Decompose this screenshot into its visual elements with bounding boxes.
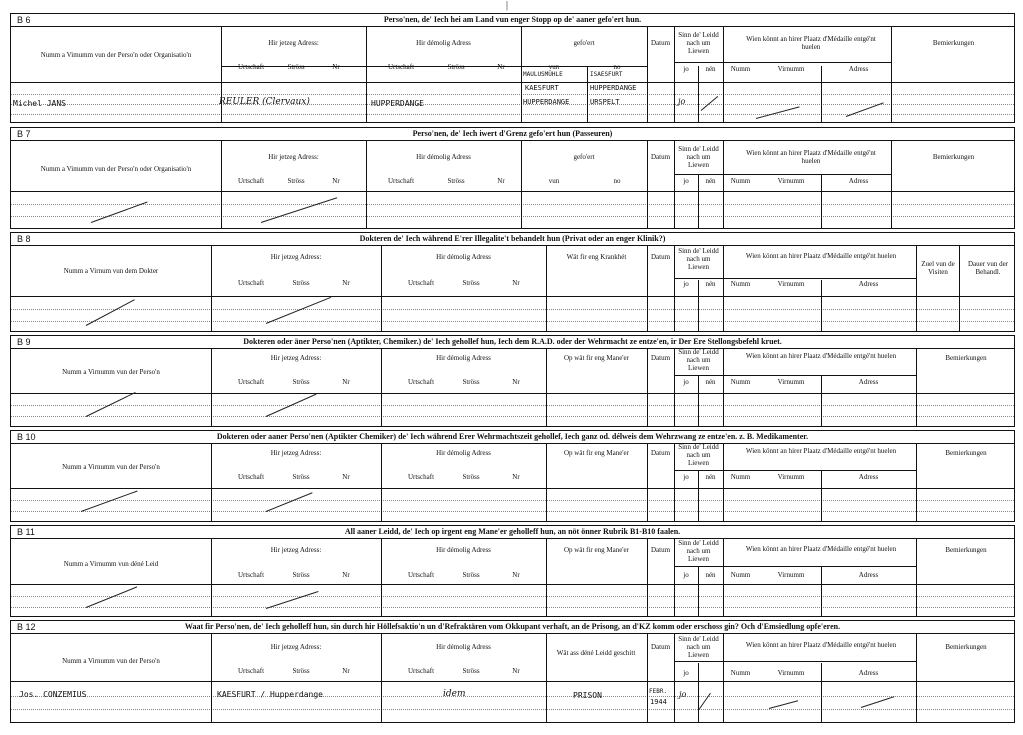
nen-header: nén [705, 177, 716, 185]
wien-header: Wien könnt an hirer Plaatz d'Médaille entgé'nt huelen [745, 352, 897, 360]
nr-header: Nr [342, 571, 350, 579]
jo-header: jo [683, 378, 689, 386]
adress-header: Adress [848, 177, 869, 185]
section-b9 [10, 335, 1015, 427]
jo-header: jo [683, 669, 689, 677]
numm-header: Numm [730, 378, 751, 386]
nen-header: nén [705, 280, 716, 288]
gefoert-no-value: ISAESFURT [590, 71, 623, 78]
section-code: B 10 [17, 432, 36, 442]
stross-header: Ströss [462, 279, 480, 287]
nr-header: Nr [342, 473, 350, 481]
b12-datum-1: FEBR. [649, 688, 668, 695]
urtschaft-header: Urtschaft [407, 378, 435, 386]
stross-header: Ströss [462, 473, 480, 481]
stross-header: Ströss [292, 571, 310, 579]
hir-jetzeg-header: Hir jetzeg Adress: [270, 354, 322, 362]
nr-header: Nr [512, 473, 520, 481]
urtschaft-header: Urtschaft [407, 279, 435, 287]
wien-header: Wien könnt an hirer Plaatz d'Médaille entgé'nt huelen [745, 252, 897, 260]
datum-header: Datum [650, 153, 671, 161]
section-code: B 6 [17, 15, 31, 25]
jo-header: jo [683, 65, 689, 73]
section-code: B 9 [17, 337, 31, 347]
maneer-header: Op wät fir eng Mane'er [563, 354, 629, 362]
name-header: Numm a Virnumm vun der Perso'n [62, 368, 160, 376]
nr-header: Nr [512, 378, 520, 386]
section-b11 [10, 525, 1015, 617]
sinn-header: Sinn de' Leidd nach um Liewen [678, 443, 719, 467]
name-header: Numm a Vimumm vun der Perso'n oder Organisatio'n [40, 51, 192, 59]
krankheet-header: Wät fir eng Krankhét [566, 253, 627, 261]
nr-header: Nr [342, 378, 350, 386]
section-title: Perso'nen, de' Iech hei am Land vun enger Stopp op de' aaner gefo'ert hun. [383, 15, 642, 24]
wien-header: Wien könnt an hirer Plaatz d'Médaille entgé'nt huelen [746, 149, 876, 165]
section-code: B 11 [17, 527, 35, 537]
hir-demolig-header: Hir démolig Adress [436, 354, 491, 362]
b12-geschitt: PRISON [573, 691, 602, 700]
nr-header: Nr [512, 571, 520, 579]
stross-header: Ströss [447, 177, 465, 185]
hir-jetzeg-header: Hir jetzeg Adress: [268, 153, 319, 161]
stross-header: Ströss [462, 378, 480, 386]
adress-header: Adress [858, 280, 879, 288]
urtschaft-header: Urtschaft [237, 378, 265, 386]
urtschaft-header: Urtschaft [237, 571, 265, 579]
section-title: Waat fir Perso'nen, de' Iech geholleff hun, sin durch hir Höllefsaktio'n un d'Refraktären vom Okkupant verhaft, an de Prisong, an d'KZ komm oder erschoss gin? Och d'Emsiedlung opfe'eren. [184, 622, 841, 631]
sinn-header: Sinn de' Leidd nach um Liewen [678, 247, 719, 271]
urtschaft-header: Urtschaft [407, 571, 435, 579]
datum-header: Datum [650, 546, 671, 554]
dauer-header: Dauer vun der Behandl. [967, 260, 1009, 276]
b6-no-1: HUPPERDANGE [590, 84, 637, 92]
section-b10 [10, 430, 1015, 522]
urtschaft-header: Urtschaft [407, 667, 435, 675]
adress-header: Adress [858, 571, 879, 579]
b6-no-2: URSPELT [590, 98, 620, 106]
sinn-header: Sinn de' Leidd nach um Liewen [678, 539, 719, 563]
b6-demolig: HUPPERDANGE [371, 99, 424, 108]
datum-header: Datum [650, 449, 671, 457]
numm-header: Numm [730, 177, 751, 185]
wien-header: Wien könnt an hirer Plaatz d'Médaille entgé'nt huelen [745, 447, 897, 455]
hir-demolig-header: Hir démolig Adress [436, 449, 491, 457]
urtschaft-header: Urtschaft [237, 473, 265, 481]
section-title: Dokteren oder äner Perso'nen (Aptikter, Chemiker.) de' Iech gehollef hun, Iech dem R.A.D. oder der Wehrmacht ze entze'en, ir Der Ere Stellongsbefehl kruet. [243, 337, 782, 346]
vun-header: vun [548, 177, 560, 185]
nr-header: Nr [512, 667, 520, 675]
b12-urtschaft: KAESFURT / Hupperdange [217, 690, 323, 699]
vun-header: vun [548, 63, 560, 71]
numm-header: Numm [730, 571, 751, 579]
wien-header: Wien könnt an hirer Plaatz d'Médaille entgé'nt huelen [745, 545, 897, 553]
b6-urtschaft: REULER (Clervaux) [219, 97, 310, 107]
nr-header: Nr [332, 63, 340, 71]
stross-header: Ströss [292, 667, 310, 675]
virnumm-header: Virnumm [777, 177, 805, 185]
adress-header: Adress [848, 65, 869, 73]
urtschaft-header: Urtschaft [237, 63, 265, 71]
section-b8 [10, 232, 1015, 332]
numm-header: Numm [730, 280, 751, 288]
stross-header: Ströss [292, 279, 310, 287]
b12-jo: jo [679, 690, 687, 699]
jo-header: jo [683, 571, 689, 579]
datum-header: Datum [650, 643, 671, 651]
bemierkungen-header: Bemierkungen [945, 546, 987, 554]
adress-header: Adress [858, 473, 879, 481]
bemierkungen-header: Bemierkungen [945, 354, 987, 362]
b12-name: Jos. CONZEMIUS [19, 690, 87, 699]
nen-header: nén [705, 473, 716, 481]
hir-demolig-header: Hir démolig Adress [436, 253, 491, 261]
section-title: Dokteren de' Iech während E'rer Illegalite't behandelt hun (Privat oder an enger Klinik?) [359, 234, 666, 243]
section-b12 [10, 620, 1015, 723]
nen-header: nén [705, 65, 716, 73]
section-b6 [10, 13, 1015, 123]
section-code: B 7 [17, 129, 31, 139]
section-code: B 12 [17, 622, 36, 632]
sinn-header: Sinn de' Leidd nach um Liewen [678, 635, 719, 659]
nr-header: Nr [497, 177, 505, 185]
name-header: Numm a Virnum vun dem Dokter [63, 267, 159, 275]
b6-jo: jo [678, 97, 686, 106]
hir-demolig-header: Hir démolig Adress [416, 153, 471, 161]
maneer-header: Op wät fir eng Mane'er [563, 449, 629, 457]
stross-header: Ströss [292, 378, 310, 386]
sinn-header: Sinn de' Leidd nach um Liewen [678, 145, 719, 169]
urtschaft-header: Urtschaft [237, 279, 265, 287]
sinn-header: Sinn de' Leidd nach um Liewen [678, 348, 719, 372]
bemierkungen-header: Bemierkungen [932, 39, 975, 47]
zuel-header: Zuel vun de Visiten [921, 260, 955, 276]
b12-demolig: idem [443, 689, 466, 699]
b6-vun-2: HUPPERDANGE [523, 98, 570, 106]
geschitt-header: Wät ass déné Leidd geschitt [556, 649, 636, 657]
section-title: Dokteren oder aaner Perso'nen (Aptikter Chemiker) de' Iech während Erer Wehrmachtszeit gehollef, Iech ganz od. délweis dem Wehrzwang ze entze'en. z. B. Medikamenter. [216, 432, 809, 441]
virnumm-header: Virnumm [777, 571, 805, 579]
jo-header: jo [683, 177, 689, 185]
name-header: Numm a Virnumm vun déné Leid [63, 560, 159, 568]
virnumm-header: Virnumm [777, 65, 805, 73]
maneer-header: Op wät fir eng Mane'er [563, 546, 629, 554]
stross-header: Ströss [447, 63, 465, 71]
no-header: no [613, 63, 621, 71]
virnumm-header: Virnumm [777, 669, 805, 677]
numm-header: Numm [730, 65, 751, 73]
datum-header: Datum [650, 253, 671, 261]
stross-header: Ströss [462, 667, 480, 675]
urtschaft-header: Urtschaft [237, 177, 265, 185]
bemierkungen-header: Bemierkungen [932, 153, 975, 161]
hir-demolig-header: Hir démolig Adress [436, 546, 491, 554]
stross-header: Ströss [287, 177, 305, 185]
nen-header: nén [705, 571, 716, 579]
gefoert-vun-value: MAULUSMÜHLE [523, 71, 563, 78]
section-title: All aaner Leidd, de' Iech op irgent eng Mane'er geholleff hun, an nöt önner Rubrik B1-B10 faalen. [344, 527, 681, 536]
hir-jetzeg-header: Hir jetzeg Adress: [268, 39, 319, 47]
hir-demolig-header: Hir démolig Adress [416, 39, 471, 47]
nr-header: Nr [332, 177, 340, 185]
no-header: no [613, 177, 621, 185]
nr-header: Nr [342, 667, 350, 675]
hir-demolig-header: Hir démolig Adress [436, 643, 491, 651]
urtschaft-header: Urtschaft [407, 473, 435, 481]
urtschaft-header: Urtschaft [237, 667, 265, 675]
top-mark: | [506, 0, 509, 11]
adress-header: Adress [858, 378, 879, 386]
stross-header: Ströss [287, 63, 305, 71]
b6-vun-1: KAESFURT [525, 84, 559, 92]
wien-header: Wien könnt an hirer Plaatz d'Médaille entgé'nt huelen [746, 35, 876, 51]
numm-header: Numm [730, 669, 751, 677]
datum-header: Datum [650, 354, 671, 362]
gefoert-header: gefo'ert [573, 153, 595, 161]
stross-header: Ströss [292, 473, 310, 481]
nr-header: Nr [342, 279, 350, 287]
jo-header: jo [683, 473, 689, 481]
gefoert-header: gefo'ert [573, 39, 595, 47]
sinn-header: Sinn de' Leidd nach um Liewen [678, 31, 719, 55]
jo-header: jo [683, 280, 689, 288]
wien-header: Wien könnt an hirer Plaatz d'Médaille entgé'nt huelen [745, 641, 897, 649]
bemierkungen-header: Bemierkungen [945, 643, 987, 651]
name-header: Numm a Virnumm vun der Perso'n [62, 463, 160, 471]
hir-jetzeg-header: Hir jetzeg Adress: [270, 449, 322, 457]
nr-header: Nr [512, 279, 520, 287]
virnumm-header: Virnumm [777, 280, 805, 288]
nen-header: nén [705, 378, 716, 386]
name-header: Numm a Vimumm vun der Perso'n oder Organisatio'n [40, 165, 192, 173]
b6-name: Michel JANS [13, 99, 66, 108]
numm-header: Numm [730, 473, 751, 481]
urtschaft-header: Urtschaft [387, 177, 415, 185]
nr-header: Nr [497, 63, 505, 71]
bemierkungen-header: Bemierkungen [945, 449, 987, 457]
section-title: Perso'nen, de' Iech iwert d'Grenz gefo'ert hun (Passeuren) [412, 129, 613, 138]
hir-jetzeg-header: Hir jetzeg Adress: [270, 643, 322, 651]
hir-jetzeg-header: Hir jetzeg Adress: [270, 546, 322, 554]
b12-datum-2: 1944 [650, 698, 667, 706]
section-code: B 8 [17, 234, 31, 244]
stross-header: Ströss [462, 571, 480, 579]
virnumm-header: Virnumm [777, 378, 805, 386]
adress-header: Adress [858, 669, 879, 677]
urtschaft-header: Urtschaft [387, 63, 415, 71]
hir-jetzeg-header: Hir jetzeg Adress: [270, 253, 322, 261]
virnumm-header: Virnumm [777, 473, 805, 481]
datum-header: Datum [650, 39, 671, 47]
section-b7 [10, 127, 1015, 229]
name-header: Numm a Virnumm vun der Perso'n [62, 657, 160, 665]
